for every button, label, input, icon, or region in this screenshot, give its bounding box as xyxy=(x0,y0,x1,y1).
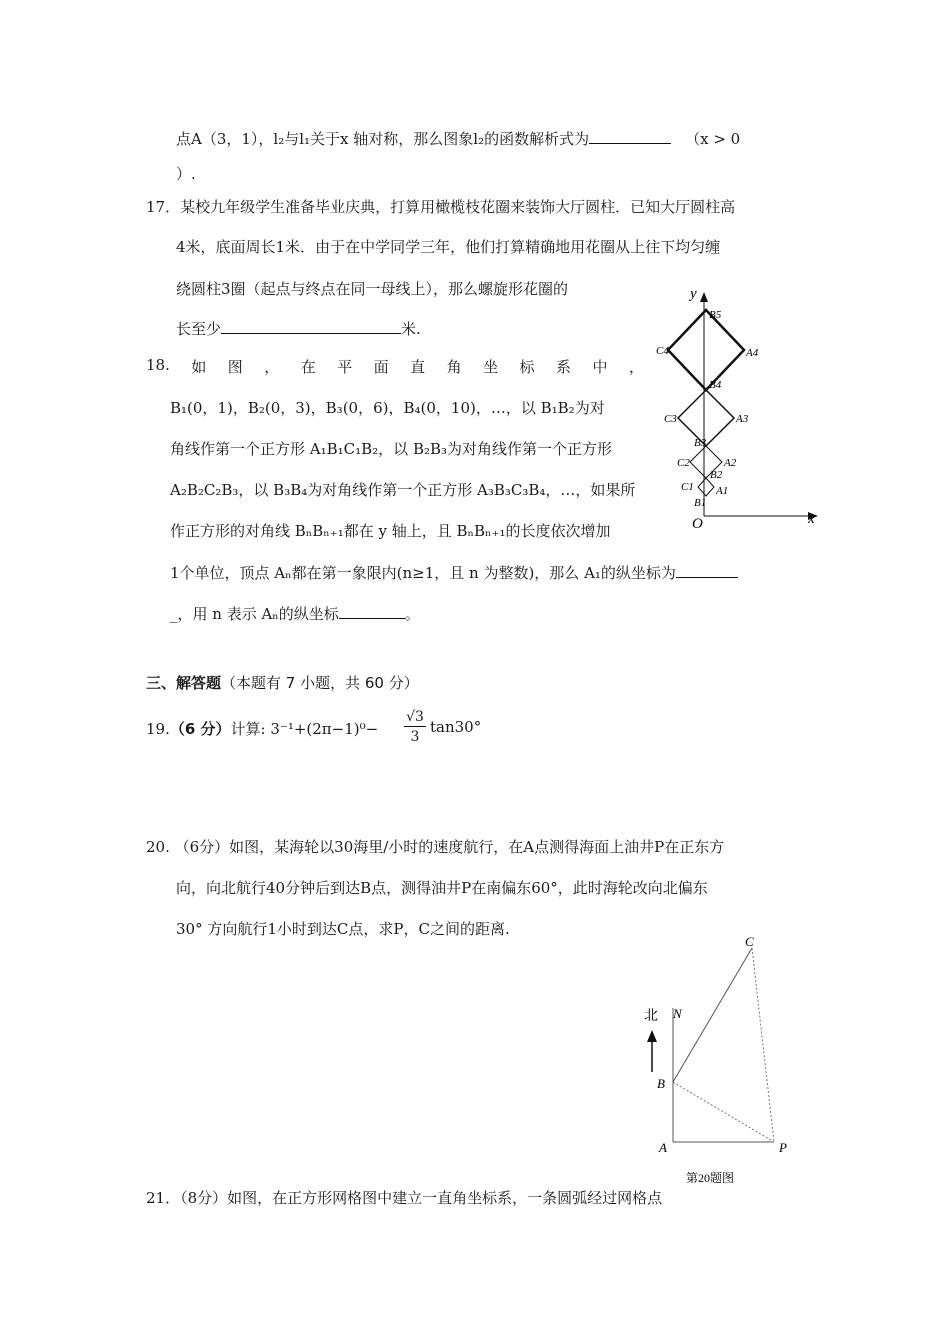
square-4 xyxy=(668,310,744,390)
q18-word: 在 xyxy=(300,358,316,376)
label-b5: B5 xyxy=(709,309,722,321)
q17-text-post: 米. xyxy=(401,320,421,338)
q18-line7 xyxy=(170,603,420,624)
q18-line3: 角线作第一个正方形 A₁B₁C₁B₂，以 B₂B₃为对角线作第一个正方形 xyxy=(170,440,613,458)
q18-figure xyxy=(655,280,830,530)
label-north: 北 xyxy=(644,1009,658,1024)
q18-word: ， xyxy=(264,358,280,376)
q20-line2: 向，向北航行40分钟后到达B点，测得油井P在南偏东60°，此时海轮改向北偏东 xyxy=(176,879,708,897)
label-a1: A1 xyxy=(716,485,729,497)
label-c4: C4 xyxy=(656,345,669,357)
label-c2: C2 xyxy=(677,457,690,469)
q18-line6 xyxy=(170,562,738,583)
q18-word: 中 xyxy=(592,358,608,376)
label-b4: B4 xyxy=(709,379,722,391)
q18-text-post: 。 xyxy=(404,605,420,623)
label-y: y xyxy=(690,286,697,302)
line-bc xyxy=(673,948,752,1082)
q18-line5: 作正方形的对角线 BₙBₙ₊₁都在 y 轴上，且 BₙBₙ₊₁的长度依次增加 xyxy=(170,522,611,540)
q19-fraction xyxy=(404,708,426,747)
q19-line xyxy=(146,718,378,739)
label-c3: C3 xyxy=(664,413,677,425)
q17-answer-blank[interactable] xyxy=(221,319,401,334)
q18-answer-blank-2[interactable] xyxy=(339,604,405,619)
label-a2: A2 xyxy=(724,457,737,469)
q18-word: ， xyxy=(628,358,644,376)
q19-text: 计算: 3⁻¹+(2π−1)⁰− xyxy=(230,720,379,738)
q18-word: 平 xyxy=(337,358,353,376)
q16-answer-blank[interactable] xyxy=(589,129,671,144)
q18-answer-blank-1[interactable] xyxy=(676,563,738,578)
q19-num: 19. xyxy=(146,720,170,738)
label-a: A xyxy=(659,1140,667,1155)
q18-word: 系 xyxy=(556,358,572,376)
line-bp xyxy=(673,1082,774,1142)
q20-line1: 20. （6分）如图，某海轮以30海里/小时的速度航行，在A点测得海面上油井P在正东方 xyxy=(146,838,725,856)
label-o: O xyxy=(692,516,703,530)
label-c1: C1 xyxy=(681,481,694,493)
q16-text: 点A（3，1），l₂与l₁关于x 轴对称，那么图象l₂的函数解析式为 xyxy=(176,130,590,148)
section3-note: （本题有 7 小题，共 60 分） xyxy=(221,674,419,692)
q20-figure xyxy=(630,930,830,1190)
q19-tail: tan30° xyxy=(430,718,482,736)
label-n: N xyxy=(673,1006,682,1021)
q18-word: 标 xyxy=(519,358,535,376)
q16-condition: （x > 0 xyxy=(685,130,741,148)
q19-frac-num: √3 xyxy=(406,709,424,725)
q18-word: 坐 xyxy=(483,358,499,376)
section3-header xyxy=(146,672,419,693)
label-b2: B2 xyxy=(710,469,723,481)
label-c: C xyxy=(745,934,754,949)
q19-frac-den: 3 xyxy=(404,726,426,747)
q18-word: 如 xyxy=(191,358,207,376)
q18-word: 直 xyxy=(410,358,426,376)
q17-line3: 绕圆柱3圈（起点与终点在同一母线上），那么螺旋形花圈的 xyxy=(176,280,569,298)
q18-line4: A₂B₂C₂B₃，以 B₃B₄为对角线作第一个正方形 A₃B₃C₃B₄，…，如果所 xyxy=(170,481,636,499)
q17-line2: 4米，底面周长1米．由于在中学同学三年，他们打算精确地用花圈从上往下均匀缠 xyxy=(176,238,721,256)
label-a4: A4 xyxy=(746,347,759,359)
label-p: P xyxy=(779,1140,787,1155)
q16-line1 xyxy=(176,128,740,149)
q18-line2: B₁(0，1)，B₂(0，3)，B₃(0，6)，B₄(0，10)，…，以 B₁B₂为对 xyxy=(170,399,605,417)
q18-word: 18. xyxy=(146,356,170,374)
q19-score: （6 分） xyxy=(169,720,231,738)
q17-line4 xyxy=(176,318,421,339)
q20-line3: 30° 方向航行1小时到达C点，求P，C之间的距离. xyxy=(176,920,510,938)
label-b1: B1 xyxy=(694,497,707,509)
section3-title: 三、解答题 xyxy=(146,674,222,692)
q16-line2: ）. xyxy=(176,165,196,183)
label-a3: A3 xyxy=(736,413,749,425)
q18-text: 1个单位，顶点 Aₙ都在第一象限内(n≥1，且 n 为整数)，那么 A₁的纵坐标为 xyxy=(170,564,676,582)
q18-text-pre: _，用 n 表示 Aₙ的纵坐标 xyxy=(170,605,339,623)
label-b: B xyxy=(657,1076,665,1091)
line-cp xyxy=(752,948,774,1142)
q21-line1: 21．（8分）如图，在正方形网格图中建立一直角坐标系，一条圆弧经过网格点 xyxy=(146,1189,663,1207)
y-axis-arrow xyxy=(700,292,708,302)
q17-line1: 17．某校九年级学生准备毕业庆典，打算用橄榄枝花圈来装饰大厅圆柱．已知大厅圆柱高 xyxy=(146,198,736,216)
north-arrow-head xyxy=(647,1030,657,1042)
q18-word: 角 xyxy=(446,358,462,376)
label-x: x xyxy=(808,511,815,527)
q18-word: 面 xyxy=(373,358,389,376)
q17-text-pre: 长至少 xyxy=(176,320,222,338)
q18-line1 xyxy=(146,356,644,377)
figure-caption: 第20题图 xyxy=(686,1171,735,1185)
label-b3: B3 xyxy=(694,437,707,449)
q18-word: 图 xyxy=(227,358,243,376)
